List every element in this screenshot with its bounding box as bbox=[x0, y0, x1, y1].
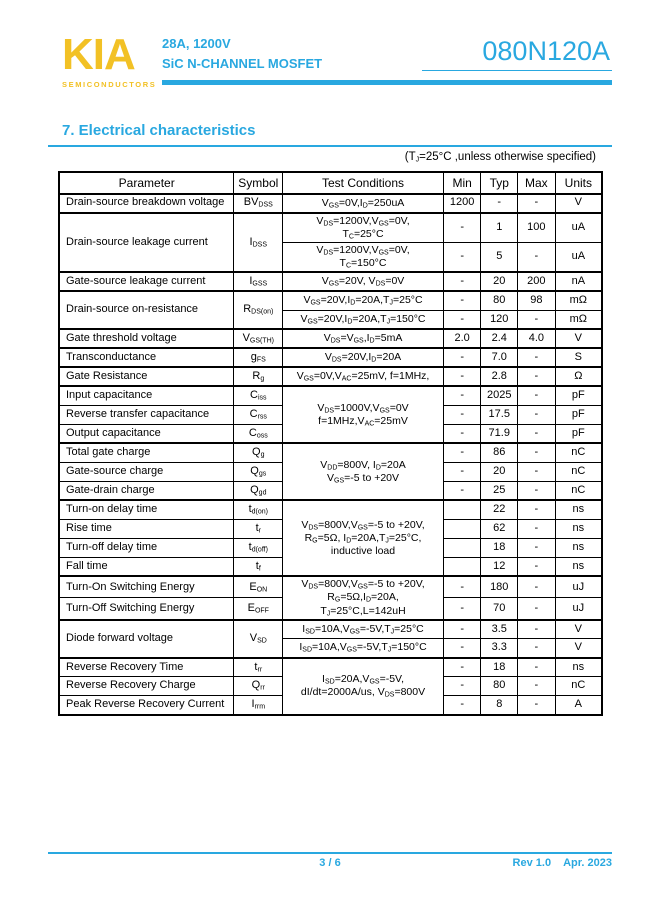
typ-cell: 80 bbox=[481, 291, 518, 310]
min-cell: - bbox=[443, 405, 481, 424]
min-cell: - bbox=[443, 443, 481, 462]
table-row bbox=[59, 367, 602, 386]
max-cell: - bbox=[518, 557, 556, 576]
revision-block bbox=[513, 857, 612, 869]
typ-cell: 70 bbox=[481, 598, 518, 620]
table-row bbox=[59, 291, 602, 310]
parameter-cell: Gate-source charge bbox=[59, 462, 234, 481]
parameter-cell: Gate Resistance bbox=[59, 367, 234, 386]
min-cell: - bbox=[443, 310, 481, 329]
part-number-block bbox=[422, 34, 612, 73]
typ-cell: 12 bbox=[481, 557, 518, 576]
symbol-cell: $t_f$ bbox=[234, 557, 283, 576]
symbol-cell: $Q_g$ bbox=[234, 443, 283, 462]
parameter-cell: Total gate charge bbox=[59, 443, 234, 462]
parameter-cell: Drain-source breakdown voltage bbox=[59, 194, 234, 213]
table-row bbox=[59, 272, 602, 291]
parameter-cell: Turn-Off Switching Energy bbox=[59, 598, 234, 620]
max-cell: - bbox=[518, 519, 556, 538]
units-cell: ns bbox=[555, 557, 602, 576]
table-row bbox=[59, 386, 602, 405]
footer-row bbox=[48, 857, 612, 869]
symbol-cell: $E_{OFF}$ bbox=[234, 598, 283, 620]
revision-date: Apr. 2023 bbox=[563, 857, 612, 869]
units-cell: ns bbox=[555, 658, 602, 677]
device-summary bbox=[162, 34, 322, 73]
max-cell: - bbox=[518, 639, 556, 658]
max-cell: - bbox=[518, 620, 556, 639]
symbol-cell: $E_{ON}$ bbox=[234, 576, 283, 598]
min-cell: - bbox=[443, 424, 481, 443]
column-header-symbol: Symbol bbox=[234, 172, 283, 194]
typ-cell: 17.5 bbox=[481, 405, 518, 424]
typ-cell: 120 bbox=[481, 310, 518, 329]
max-cell: - bbox=[518, 367, 556, 386]
max-cell: - bbox=[518, 538, 556, 557]
max-cell: - bbox=[518, 462, 556, 481]
min-cell: - bbox=[443, 386, 481, 405]
test-conditions-cell: $V_{GS}=20V$, $V_{DS}=0V$ bbox=[283, 272, 444, 291]
table-row bbox=[59, 213, 602, 243]
test-condition-note: ($T_J=25^\circ C$ ,unless otherwise specified) bbox=[404, 150, 596, 164]
symbol-cell: $R_g$ bbox=[234, 367, 283, 386]
units-cell: nC bbox=[555, 481, 602, 500]
table-row bbox=[59, 658, 602, 677]
typ-cell: 2.4 bbox=[481, 329, 518, 348]
parameter-cell: Reverse Recovery Time bbox=[59, 658, 234, 677]
table-row bbox=[59, 194, 602, 213]
max-cell: - bbox=[518, 243, 556, 273]
table-row bbox=[59, 620, 602, 639]
max-cell: - bbox=[518, 598, 556, 620]
parameter-cell: Gate-source leakage current bbox=[59, 272, 234, 291]
min-cell: - bbox=[443, 243, 481, 273]
typ-cell: - bbox=[481, 194, 518, 213]
units-cell: mΩ bbox=[555, 310, 602, 329]
test-conditions-cell: $I_{SD}=10A,V_{GS}=-5V,T_J=150^\circ C$ bbox=[283, 639, 444, 658]
symbol-cell: $V_{GS(TH)}$ bbox=[234, 329, 283, 348]
typ-cell: 86 bbox=[481, 443, 518, 462]
header-right bbox=[162, 34, 612, 85]
symbol-cell: $C_{rss}$ bbox=[234, 405, 283, 424]
parameter-cell: Output capacitance bbox=[59, 424, 234, 443]
max-cell: - bbox=[518, 658, 556, 677]
max-cell: - bbox=[518, 424, 556, 443]
electrical-characteristics-table bbox=[58, 171, 603, 716]
max-cell: - bbox=[518, 576, 556, 598]
part-number: 080N120A bbox=[422, 37, 612, 71]
parameter-cell: Fall time bbox=[59, 557, 234, 576]
min-cell: - bbox=[443, 598, 481, 620]
revision: Rev 1.0 bbox=[512, 857, 552, 869]
min-cell: - bbox=[443, 639, 481, 658]
units-cell: uJ bbox=[555, 576, 602, 598]
symbol-cell: $Q_{gd}$ bbox=[234, 481, 283, 500]
units-cell: pF bbox=[555, 405, 602, 424]
max-cell: 98 bbox=[518, 291, 556, 310]
max-cell: 4.0 bbox=[518, 329, 556, 348]
units-cell: V bbox=[555, 620, 602, 639]
typ-cell: 180 bbox=[481, 576, 518, 598]
table-row bbox=[59, 329, 602, 348]
max-cell: - bbox=[518, 481, 556, 500]
page-footer bbox=[48, 852, 612, 869]
test-conditions-cell: $V_{GS}=20V,I_D=20A,T_J=150^\circ C$ bbox=[283, 310, 444, 329]
max-cell: 200 bbox=[518, 272, 556, 291]
test-conditions-cell: $V_{GS}=20V,I_D=20A,T_J=25^\circ C$ bbox=[283, 291, 444, 310]
table-row bbox=[59, 348, 602, 367]
units-cell: ns bbox=[555, 538, 602, 557]
units-cell: pF bbox=[555, 424, 602, 443]
test-conditions-cell: $V_{DS}=1200V,V_{GS}=0V$, $T_C=25^\circ C$ bbox=[283, 213, 444, 243]
typ-cell: 18 bbox=[481, 538, 518, 557]
units-cell: Ω bbox=[555, 367, 602, 386]
typ-cell: 22 bbox=[481, 500, 518, 519]
min-cell: - bbox=[443, 367, 481, 386]
table-row bbox=[59, 500, 602, 519]
max-cell: - bbox=[518, 677, 556, 696]
units-cell: ns bbox=[555, 519, 602, 538]
table-header-row bbox=[59, 172, 602, 194]
min-cell: - bbox=[443, 620, 481, 639]
symbol-cell: $t_{rr}$ bbox=[234, 658, 283, 677]
test-conditions-cell: $V_{DS}=800V,V_{GS}=-5$ to +20V, $R_G=5\Omega$, $I_D=20A,T_J=25^\circ C$, inductive load bbox=[283, 500, 444, 576]
max-cell: 100 bbox=[518, 213, 556, 243]
units-cell: V bbox=[555, 639, 602, 658]
typ-cell: 25 bbox=[481, 481, 518, 500]
symbol-cell: $R_{DS(on)}$ bbox=[234, 291, 283, 329]
test-conditions-cell: $V_{GS}=0V,V_{AC}=25mV$, f=1MHz, bbox=[283, 367, 444, 386]
min-cell: - bbox=[443, 348, 481, 367]
test-conditions-cell: $I_{SD}=10A,V_{GS}=-5V,T_J=25^\circ C$ bbox=[283, 620, 444, 639]
parameter-cell: Drain-source leakage current bbox=[59, 213, 234, 273]
units-cell: V bbox=[555, 194, 602, 213]
min-cell: 1200 bbox=[443, 194, 481, 213]
symbol-cell: $I_{rrm}$ bbox=[234, 696, 283, 715]
units-cell: uA bbox=[555, 213, 602, 243]
max-cell: - bbox=[518, 386, 556, 405]
parameter-cell: Turn-on delay time bbox=[59, 500, 234, 519]
units-cell: nA bbox=[555, 272, 602, 291]
column-header-test-conditions: Test Conditions bbox=[283, 172, 444, 194]
min-cell: - bbox=[443, 272, 481, 291]
min-cell: - bbox=[443, 658, 481, 677]
typ-cell: 1 bbox=[481, 213, 518, 243]
min-cell: - bbox=[443, 677, 481, 696]
units-cell: nC bbox=[555, 443, 602, 462]
test-conditions-cell: $V_{DS}=V_{GS},I_D=5mA$ bbox=[283, 329, 444, 348]
parameter-cell: Turn-off delay time bbox=[59, 538, 234, 557]
units-cell: A bbox=[555, 696, 602, 715]
min-cell: - bbox=[443, 213, 481, 243]
page-number: 3 / 6 bbox=[319, 857, 341, 869]
min-cell: - bbox=[443, 696, 481, 715]
test-conditions-cell: $V_{DS}=1000V,V_{GS}=0V$ $f=1MHz,V_{AC}=25mV$ bbox=[283, 386, 444, 443]
parameter-cell: Transconductance bbox=[59, 348, 234, 367]
typ-cell: 8 bbox=[481, 696, 518, 715]
typ-cell: 3.5 bbox=[481, 620, 518, 639]
column-header-parameter: Parameter bbox=[59, 172, 234, 194]
max-cell: - bbox=[518, 310, 556, 329]
kia-logo bbox=[62, 30, 162, 89]
device-type: SiC N-CHANNEL MOSFET bbox=[162, 55, 323, 71]
test-conditions-cell: $V_{DS}=800V,V_{GS}=-5$ to +20V, $R_G=5\Omega,I_D=20A$, $T_J=25^\circ C,L=142uH$ bbox=[283, 576, 444, 619]
typ-cell: 2025 bbox=[481, 386, 518, 405]
min-cell: 2.0 bbox=[443, 329, 481, 348]
section-title: 7. Electrical characteristics bbox=[62, 121, 256, 139]
symbol-cell: $I_{GSS}$ bbox=[234, 272, 283, 291]
units-cell: ns bbox=[555, 500, 602, 519]
min-cell bbox=[443, 538, 481, 557]
table-row bbox=[59, 443, 602, 462]
max-cell: - bbox=[518, 696, 556, 715]
symbol-cell: $V_{SD}$ bbox=[234, 620, 283, 658]
symbol-cell: $Q_{rr}$ bbox=[234, 677, 283, 696]
device-rating: 28A, 1200V bbox=[162, 36, 231, 51]
test-conditions-cell: $V_{DD}=800V$, $I_D=20A$ $V_{GS}=-5$ to +20V bbox=[283, 443, 444, 500]
typ-cell: 20 bbox=[481, 462, 518, 481]
typ-cell: 7.0 bbox=[481, 348, 518, 367]
typ-cell: 71.9 bbox=[481, 424, 518, 443]
parameter-cell: Peak Reverse Recovery Current bbox=[59, 696, 234, 715]
max-cell: - bbox=[518, 500, 556, 519]
symbol-cell: $Q_{gs}$ bbox=[234, 462, 283, 481]
min-cell: - bbox=[443, 291, 481, 310]
test-conditions-cell: $I_{SD}=20A,V_{GS}=-5V$, dI/dt=2000A/us, $V_{DS}=800V$ bbox=[283, 658, 444, 715]
parameter-cell: Gate threshold voltage bbox=[59, 329, 234, 348]
parameter-cell: Gate-drain charge bbox=[59, 481, 234, 500]
column-header-max: Max bbox=[518, 172, 556, 194]
parameter-cell: Drain-source on-resistance bbox=[59, 291, 234, 329]
typ-cell: 18 bbox=[481, 658, 518, 677]
max-cell: - bbox=[518, 405, 556, 424]
min-cell bbox=[443, 557, 481, 576]
column-header-units: Units bbox=[555, 172, 602, 194]
symbol-cell: $C_{oss}$ bbox=[234, 424, 283, 443]
symbol-cell: $BV_{DSS}$ bbox=[234, 194, 283, 213]
units-cell: nC bbox=[555, 677, 602, 696]
min-cell: - bbox=[443, 576, 481, 598]
section-heading-rule bbox=[48, 122, 612, 147]
logo-subtext: SEMICONDUCTORS bbox=[62, 79, 157, 89]
parameter-cell: Reverse Recovery Charge bbox=[59, 677, 234, 696]
typ-cell: 5 bbox=[481, 243, 518, 273]
units-cell: V bbox=[555, 329, 602, 348]
units-cell: pF bbox=[555, 386, 602, 405]
min-cell bbox=[443, 500, 481, 519]
typ-cell: 80 bbox=[481, 677, 518, 696]
symbol-cell: $t_{d(off)}$ bbox=[234, 538, 283, 557]
parameter-cell: Turn-On Switching Energy bbox=[59, 576, 234, 598]
test-conditions-cell: $V_{GS}=0V,I_D=250uA$ bbox=[283, 194, 444, 213]
units-cell: uA bbox=[555, 243, 602, 273]
electrical-table-body bbox=[59, 194, 602, 715]
typ-cell: 2.8 bbox=[481, 367, 518, 386]
column-header-min: Min bbox=[443, 172, 481, 194]
symbol-cell: $g_{FS}$ bbox=[234, 348, 283, 367]
max-cell: - bbox=[518, 443, 556, 462]
symbol-cell: $t_r$ bbox=[234, 519, 283, 538]
symbol-cell: $I_{DSS}$ bbox=[234, 213, 283, 273]
parameter-cell: Input capacitance bbox=[59, 386, 234, 405]
units-cell: nC bbox=[555, 462, 602, 481]
test-conditions-cell: $V_{DS}=20V,I_D=20A$ bbox=[283, 348, 444, 367]
column-header-typ: Typ bbox=[481, 172, 518, 194]
min-cell bbox=[443, 519, 481, 538]
units-cell: mΩ bbox=[555, 291, 602, 310]
units-cell: S bbox=[555, 348, 602, 367]
units-cell: uJ bbox=[555, 598, 602, 620]
symbol-cell: $C_{iss}$ bbox=[234, 386, 283, 405]
symbol-cell: $t_{d(on)}$ bbox=[234, 500, 283, 519]
min-cell: - bbox=[443, 462, 481, 481]
min-cell: - bbox=[443, 481, 481, 500]
typ-cell: 3.3 bbox=[481, 639, 518, 658]
typ-cell: 20 bbox=[481, 272, 518, 291]
parameter-cell: Reverse transfer capacitance bbox=[59, 405, 234, 424]
test-conditions-cell: $V_{DS}=1200V,V_{GS}=0V$, $T_C=150^\circ C$ bbox=[283, 243, 444, 273]
typ-cell: 62 bbox=[481, 519, 518, 538]
logo-text: KIA bbox=[62, 30, 135, 79]
table-row bbox=[59, 576, 602, 598]
parameter-cell: Diode forward voltage bbox=[59, 620, 234, 658]
page-header bbox=[62, 30, 612, 89]
parameter-cell: Rise time bbox=[59, 519, 234, 538]
max-cell: - bbox=[518, 194, 556, 213]
max-cell: - bbox=[518, 348, 556, 367]
